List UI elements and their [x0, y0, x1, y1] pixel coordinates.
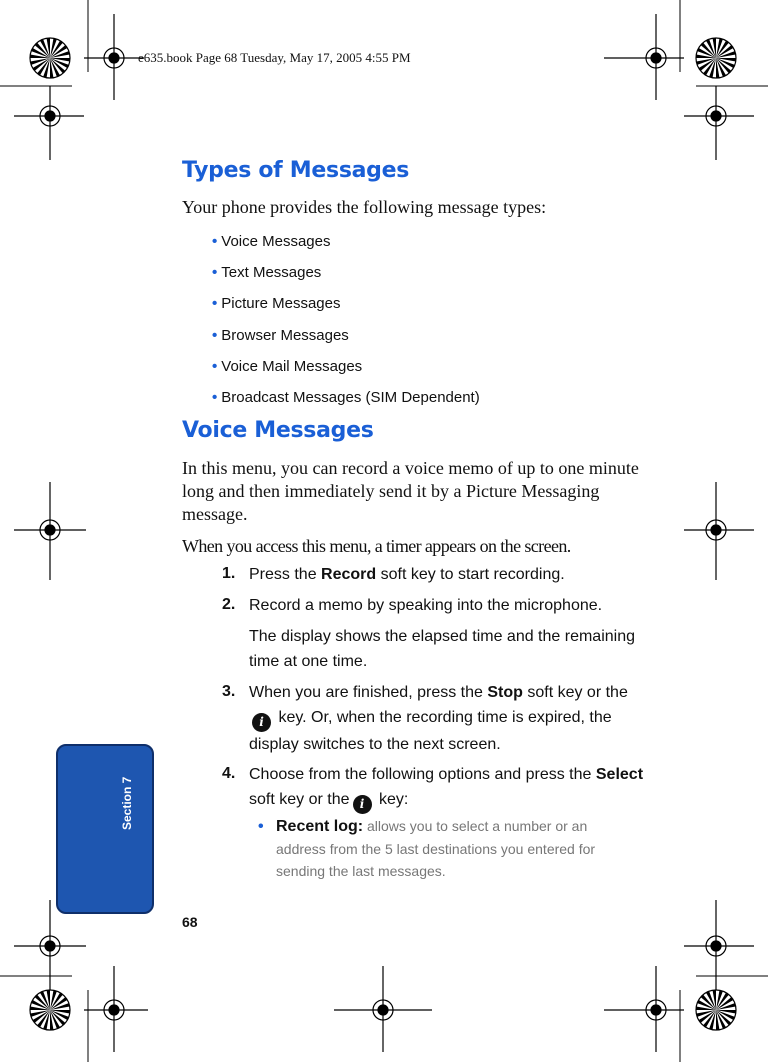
- step-text: Record a memo by speaking into the microphone.: [249, 597, 603, 614]
- crosshair-tl: [84, 14, 144, 100]
- step-note: The display shows the elapsed time and the remaining time at one time.: [249, 628, 635, 670]
- list-item: • Picture Messages: [212, 295, 341, 312]
- book-header: e635.book Page 68 Tuesday, May 17, 2005 4:55 PM: [138, 50, 411, 65]
- list-item: • Broadcast Messages (SIM Dependent): [212, 389, 480, 406]
- registration-wheel-icon: [696, 38, 736, 78]
- registration-wheel-icon: [696, 990, 736, 1030]
- nav-key-icon: i: [252, 713, 271, 732]
- option-text: Recent log: allows you to select a number or an address from the 5 last destinations you entered for sending the last messages.: [276, 818, 596, 879]
- step-text: Press the Record soft key to start recording.: [249, 566, 565, 583]
- voice-heading: Voice Messages: [182, 418, 374, 443]
- registration-wheel-icon: [30, 990, 70, 1030]
- step-number: 1.: [222, 565, 236, 582]
- section-tab-label: Section 7: [120, 776, 134, 830]
- step-number: 3.: [222, 683, 236, 700]
- list-item: • Voice Mail Messages: [212, 358, 363, 375]
- voice-paragraph: In this menu, you can record a voice memo of up to one minute long and then immediately send it by a Picture Messaging message.: [182, 458, 639, 524]
- list-item: • Browser Messages: [212, 327, 349, 344]
- voice-timer-paragraph: When you access this menu, a timer appears on the screen.: [182, 536, 571, 556]
- nav-key-icon: i: [353, 795, 372, 814]
- page-number: 68: [182, 914, 198, 930]
- types-intro: Your phone provides the following message types:: [182, 197, 547, 217]
- list-item: • Text Messages: [212, 264, 322, 281]
- step-number: 2.: [222, 596, 236, 613]
- registration-wheel-icon: [30, 38, 70, 78]
- step-number: 4.: [222, 765, 236, 782]
- option-bullet: •: [258, 818, 264, 835]
- list-item: • Voice Messages: [212, 233, 331, 250]
- step-text: When you are finished, press the Stop soft key or the i key. Or, when the recording time is expired, the display switches to the next screen.: [249, 684, 628, 753]
- step-text: Choose from the following options and press the Select soft key or the i key:: [249, 762, 649, 814]
- section-tab: [56, 744, 154, 914]
- types-heading: Types of Messages: [182, 158, 410, 183]
